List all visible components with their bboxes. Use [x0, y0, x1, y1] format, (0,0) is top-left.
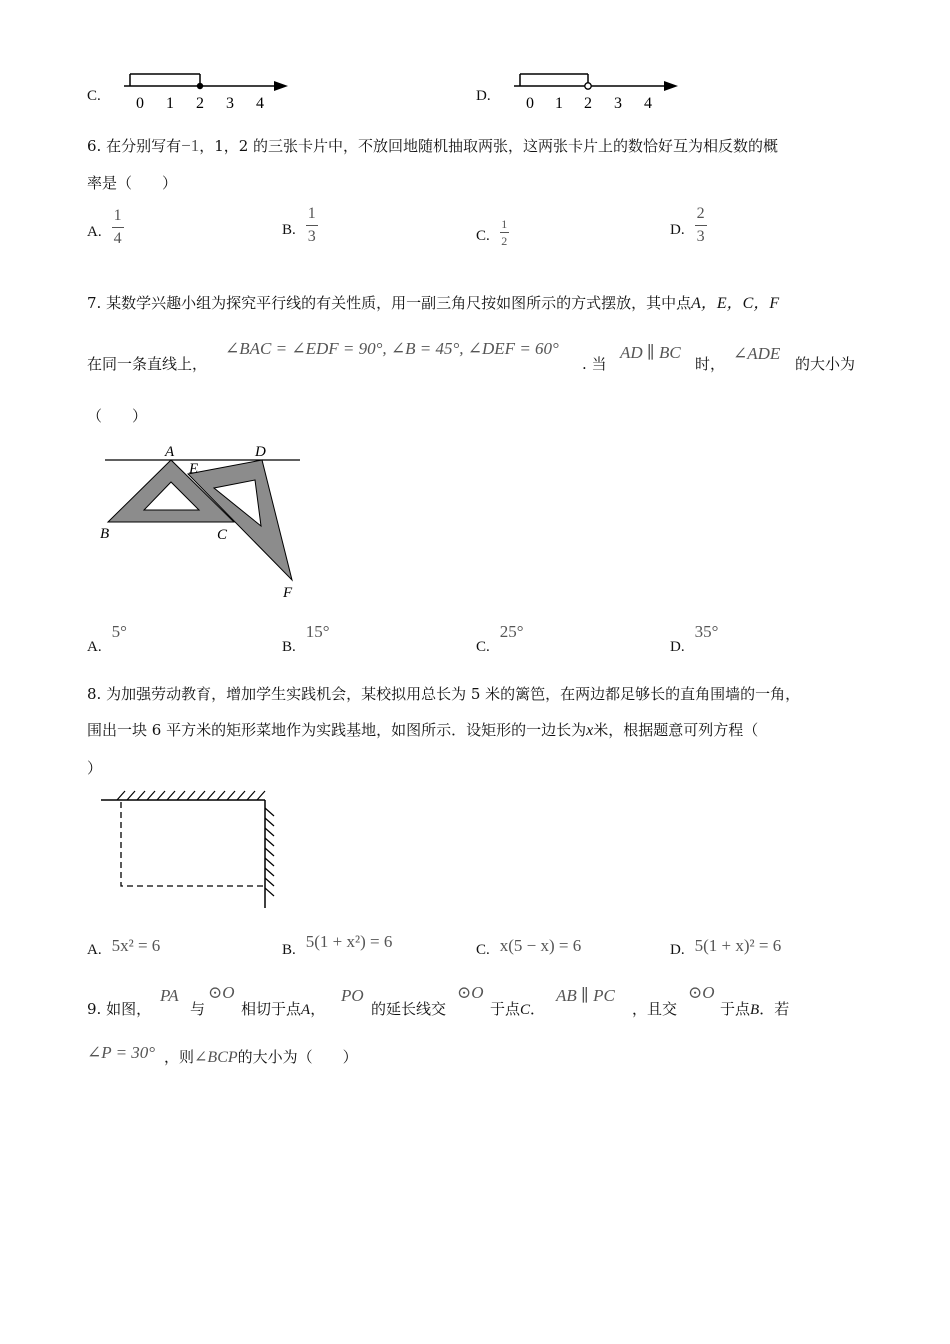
q7-stem-line2-b: . 当 — [582, 355, 607, 373]
q9-circle-o-3: ⊙O — [688, 983, 715, 1002]
q8-option-b[interactable]: B. 5(1 + x²) = 6 — [282, 932, 393, 958]
label-d: D — [255, 444, 266, 460]
q6-stem-line1: 6. 在分别写有−1，1，2 的三张卡片中，不放回地随机抽取两张，这两张卡片上的数恰好互为相反数的概 — [87, 136, 779, 155]
q7-angle: ∠ADE — [733, 344, 781, 363]
label-e: E — [189, 461, 199, 477]
tick-0: 0 — [136, 95, 144, 112]
q6-option-c[interactable]: C. $\frac{1}{2}$ — [476, 217, 508, 248]
tick-0: 0 — [526, 95, 534, 112]
q8-variable: x — [586, 722, 594, 739]
q9-circle-o-2: ⊙O — [457, 983, 484, 1002]
q7-stem-line2-d: 的大小为 — [795, 355, 856, 373]
tick-4: 4 — [256, 95, 264, 112]
q5-option-d-number-line — [508, 66, 683, 114]
q8-option-d[interactable]: D. 5(1 + x)² = 6 — [670, 936, 782, 958]
fraction: $\frac{2}{3}$ — [696, 205, 705, 245]
tick-1: 1 — [166, 95, 174, 112]
q9-number: 9. 如图， — [87, 1000, 152, 1018]
q6-neg-one: −1 — [181, 136, 200, 155]
q7-stem-line2-c: 时， — [695, 355, 726, 373]
fraction: $\frac{1}{3}$ — [307, 205, 316, 245]
tick-4: 4 — [644, 95, 652, 112]
q7-option-a[interactable]: A. 5° — [87, 622, 127, 655]
q7-stem-line2-a: 在同一条直线上， — [87, 355, 208, 373]
tick-1: 1 — [555, 95, 563, 112]
q8-stem-line3: ） — [87, 759, 103, 777]
tick-3: 3 — [226, 95, 234, 112]
q7-paren: （ ） — [87, 407, 148, 425]
q8-number: 8. — [87, 685, 102, 703]
q7-option-c[interactable]: C. 25° — [476, 622, 524, 655]
q8-stem-line2: 围出一块 6 平方米的矩形菜地作为实践基地，如图所示．设矩形的一边长为x米，根据题意可列方程（ — [87, 721, 759, 739]
tick-2: 2 — [584, 95, 592, 112]
q9-pa: PA — [160, 986, 179, 1005]
q5-option-d-label: D. — [476, 88, 491, 104]
q8-stem-line1: 8. 为加强劳动教育，增加学生实践机会，某校拟用总长为 5 米的篱笆，在两边都足够长的直角围墙的一角， — [87, 685, 801, 703]
tick-2: 2 — [196, 95, 204, 112]
q9-ask-angle: ∠BCP — [194, 1049, 238, 1066]
q6-option-a[interactable]: A. $\frac{1}{4}$ — [87, 207, 122, 247]
q5-option-c-label: C. — [87, 88, 101, 104]
q7-stem-line1: 7. 某数学兴趣小组为探究平行线的有关性质，用一副三角尺按如图所示的方式摆放，其中点A，E，C，F — [87, 294, 780, 312]
q6-option-b[interactable]: B. $\frac{1}{3}$ — [282, 205, 316, 245]
q7-points: A，E，C，F — [691, 295, 780, 312]
q5-option-c-number-line — [118, 66, 293, 114]
q7-option-d[interactable]: D. 35° — [670, 622, 719, 655]
q8-option-c[interactable]: C. x(5 − x) = 6 — [476, 936, 582, 958]
q6-option-d[interactable]: D. $\frac{2}{3}$ — [670, 205, 705, 245]
q9-condition: ∠P = 30° — [87, 1043, 156, 1062]
fraction: $\frac{1}{2}$ — [501, 217, 508, 248]
label-f: F — [283, 585, 293, 601]
q7-parallel: AD ∥ BC — [620, 343, 681, 362]
q7-option-b[interactable]: B. 15° — [282, 622, 330, 655]
q7-figure-set-squares — [95, 440, 315, 605]
q8-option-a[interactable]: A. 5x² = 6 — [87, 936, 161, 958]
q9-circle-o: ⊙O — [208, 983, 235, 1002]
q6-number: 6. — [87, 137, 102, 155]
q8-figure-corner-wall — [95, 788, 285, 913]
label-a: A — [165, 444, 175, 460]
q7-number: 7. — [87, 294, 102, 312]
label-c: C — [217, 527, 228, 543]
q6-stem-line2: 率是（ ） — [87, 174, 178, 192]
q7-condition: ∠BAC = ∠EDF = 90°, ∠B = 45°, ∠DEF = 60° — [225, 339, 559, 358]
fraction: $\frac{1}{4}$ — [113, 207, 122, 247]
label-b: B — [100, 526, 110, 542]
q9-po: PO — [341, 986, 364, 1005]
tick-3: 3 — [614, 95, 622, 112]
q9-parallel: AB ∥ PC — [556, 986, 615, 1005]
